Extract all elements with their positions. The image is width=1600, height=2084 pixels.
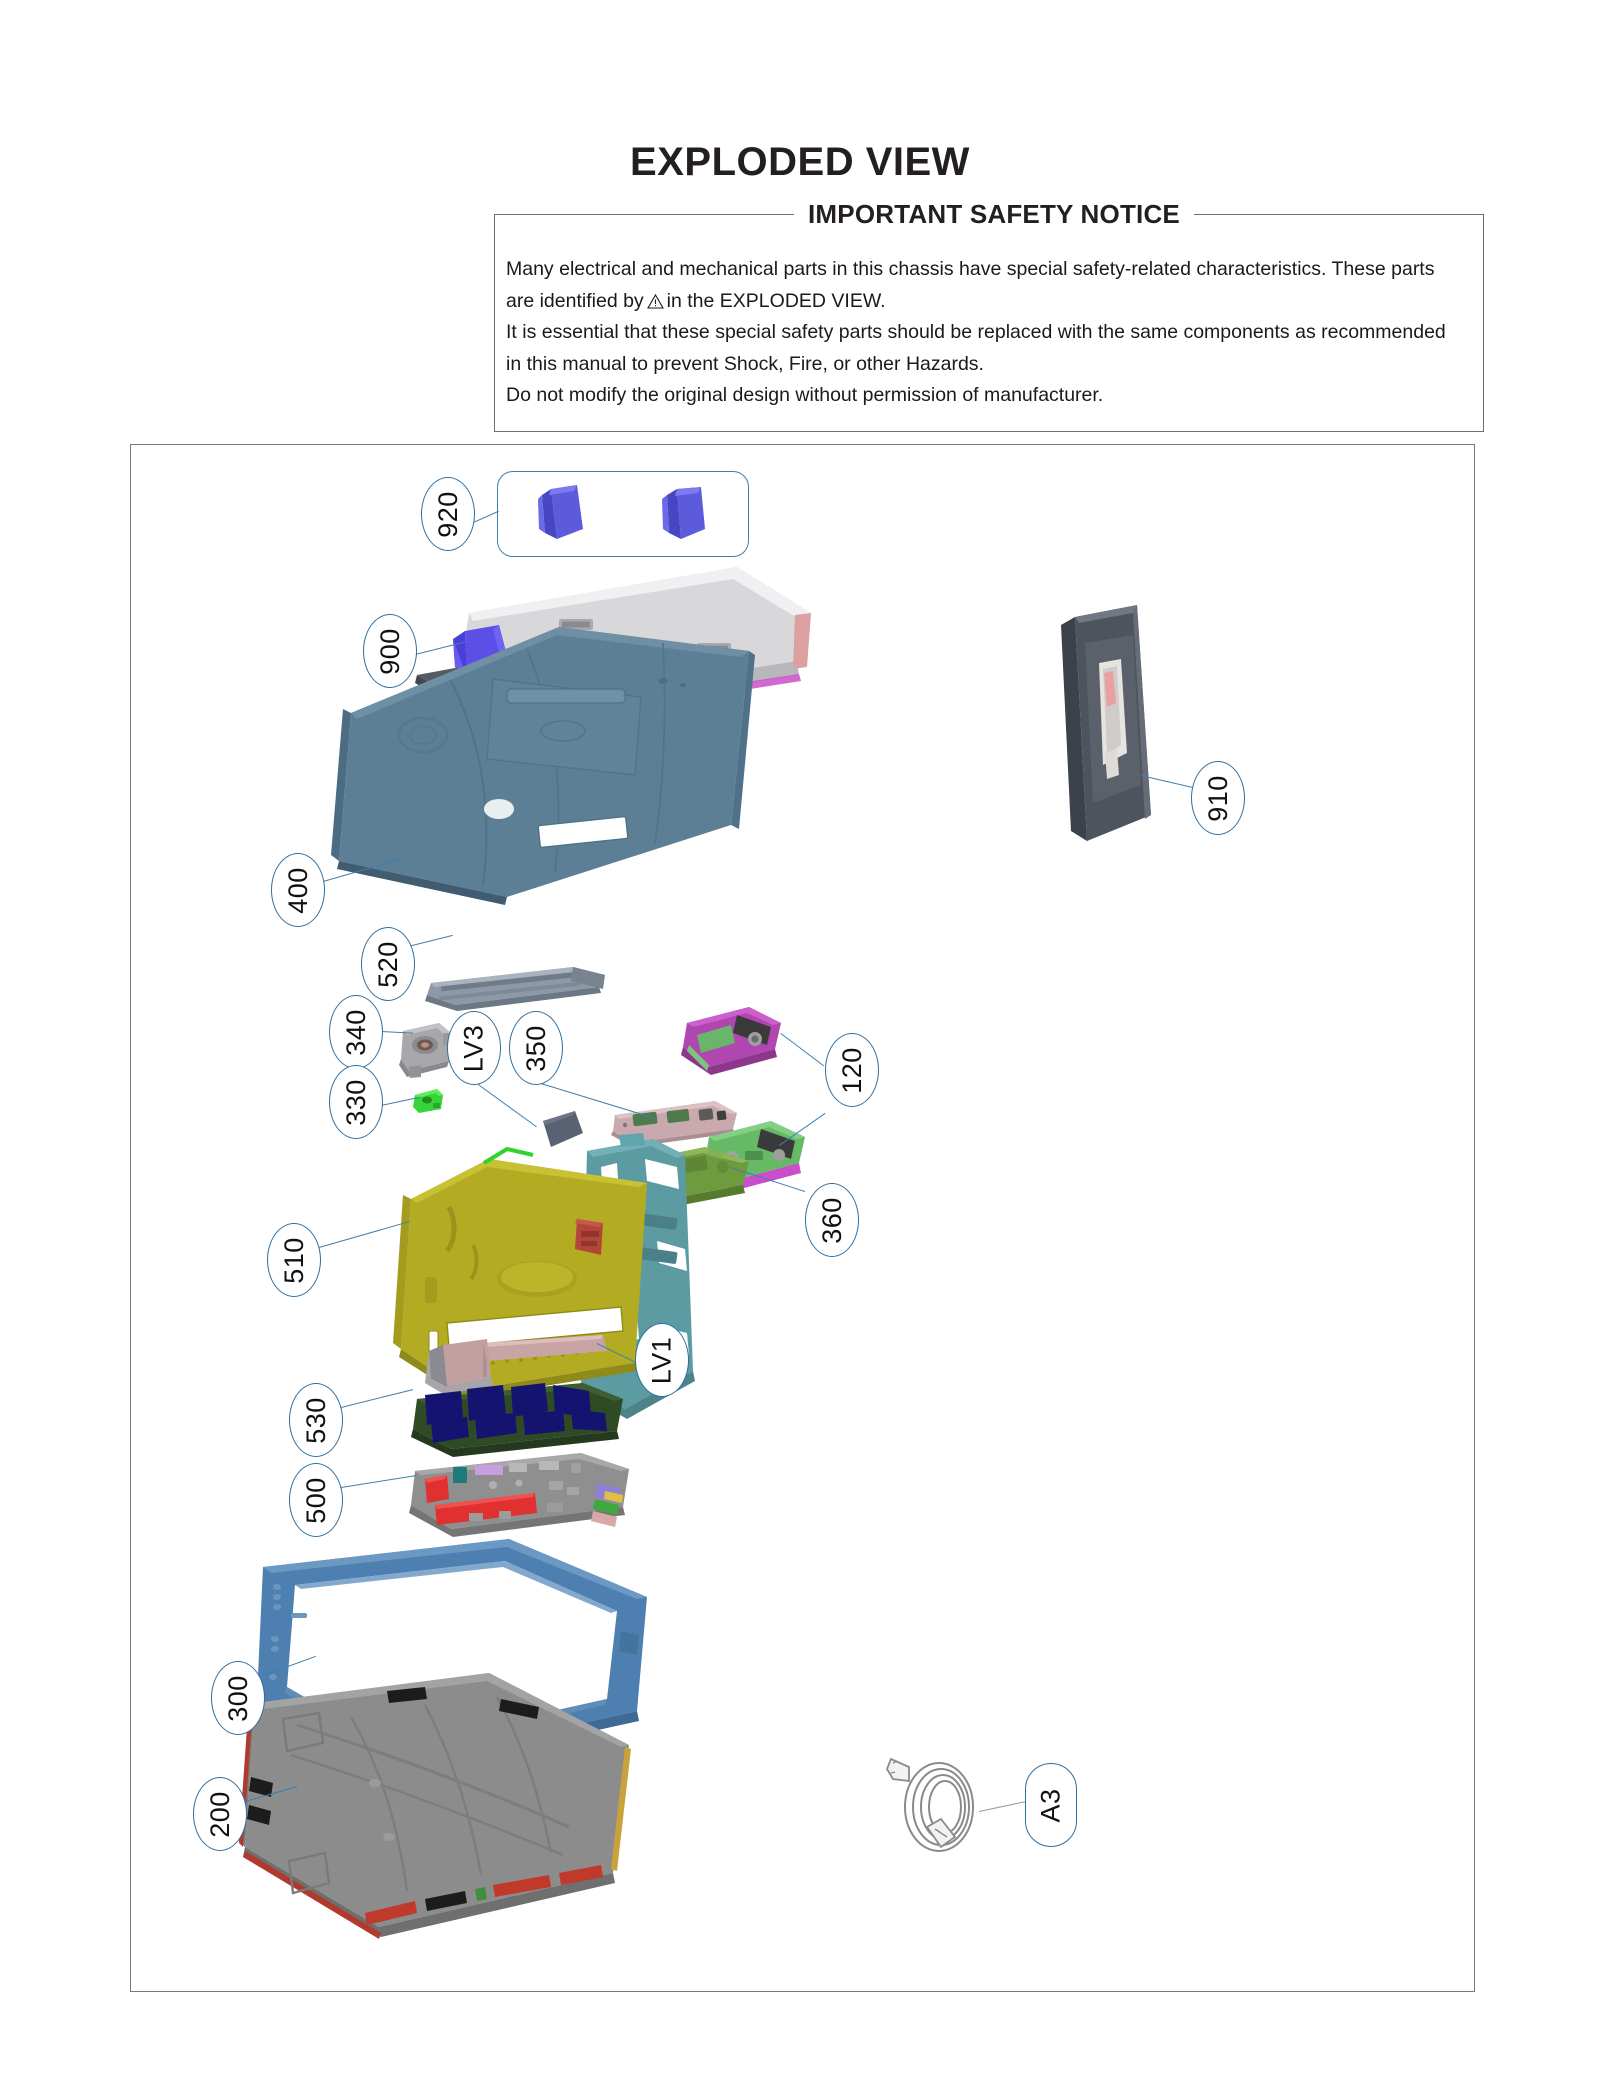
page-title: EXPLODED VIEW <box>630 140 970 184</box>
callout-360-label: 360 <box>816 1196 847 1244</box>
diagram-stage <box>131 445 1474 1991</box>
callout-520-label: 520 <box>372 940 403 988</box>
callout-350[interactable] <box>509 1011 563 1085</box>
part-lcd-panel-module <box>239 1655 639 1945</box>
part-main-pcb-assembly <box>409 1447 639 1537</box>
leader-500 <box>341 1475 416 1488</box>
part-tuner-module-upper <box>679 1001 789 1077</box>
part-power-supply-shield <box>411 1377 631 1457</box>
callout-120-label: 120 <box>836 1046 867 1094</box>
part-led-indicator <box>411 1085 449 1117</box>
callout-520[interactable] <box>361 927 415 1001</box>
callout-A3-label: A3 <box>1035 1787 1066 1823</box>
part-green-clip <box>481 1145 537 1167</box>
callout-340[interactable] <box>329 995 383 1069</box>
callout-400[interactable] <box>271 853 325 927</box>
callout-A3[interactable] <box>1025 1763 1077 1847</box>
callout-300[interactable] <box>211 1661 265 1735</box>
callout-300-label: 300 <box>222 1674 253 1722</box>
callout-LV1[interactable] <box>635 1323 689 1397</box>
callout-510[interactable] <box>267 1223 321 1297</box>
callout-LV1-label: LV1 <box>646 1336 677 1384</box>
leader-920 <box>471 511 499 524</box>
callout-330-label: 330 <box>340 1078 371 1126</box>
safety-line-5: Do not modify the original design without permission of manufacturer. <box>506 384 1104 406</box>
callout-330[interactable] <box>329 1065 383 1139</box>
callout-530-label: 530 <box>300 1396 331 1444</box>
callout-400-label: 400 <box>282 866 313 914</box>
part-stand-leg-right <box>655 485 723 547</box>
safety-notice-legend: IMPORTANT SAFETY NOTICE <box>794 196 1194 232</box>
callout-510-label: 510 <box>278 1236 309 1284</box>
warning-triangle-icon <box>647 294 664 309</box>
callout-LV3[interactable] <box>447 1011 501 1085</box>
safety-line-4: in this manual to prevent Shock, Fire, or other Hazards. <box>506 352 984 375</box>
callout-900[interactable] <box>363 614 417 688</box>
safety-line-2-prefix: are identified by <box>506 289 644 312</box>
callout-530[interactable] <box>289 1383 343 1457</box>
callout-910[interactable] <box>1191 761 1245 835</box>
callout-340-label: 340 <box>340 1008 371 1056</box>
callout-500-label: 500 <box>300 1476 331 1524</box>
part-wall-mount-cover <box>1059 603 1179 853</box>
callout-500[interactable] <box>289 1463 343 1537</box>
callout-900-label: 900 <box>374 627 405 675</box>
exploded-view-diagram <box>130 444 1475 1992</box>
safety-line-1: Many electrical and mechanical parts in this chassis have special safety-related characteristics. These parts <box>506 258 1435 280</box>
leader-LV3 <box>476 1083 536 1127</box>
callout-LV3-label: LV3 <box>458 1024 489 1072</box>
callout-350-label: 350 <box>520 1024 551 1072</box>
callout-920-label: 920 <box>432 490 463 538</box>
part-power-cord <box>883 1745 993 1865</box>
safety-notice-body <box>506 254 1468 412</box>
safety-line-2 <box>506 286 1468 318</box>
callout-910-label: 910 <box>1202 774 1233 822</box>
callout-120[interactable] <box>825 1033 879 1107</box>
safety-line-2-suffix: in the EXPLODED VIEW. <box>666 289 886 312</box>
callout-200-label: 200 <box>204 1790 235 1838</box>
callout-920[interactable] <box>421 477 475 551</box>
safety-line-3: It is essential that these special safety parts should be replaced with the same components as recommended <box>506 321 1446 343</box>
part-heatsink-bracket <box>423 963 613 1015</box>
callout-200[interactable] <box>193 1777 247 1851</box>
callout-360[interactable] <box>805 1183 859 1257</box>
part-stand-leg-left <box>529 483 599 545</box>
